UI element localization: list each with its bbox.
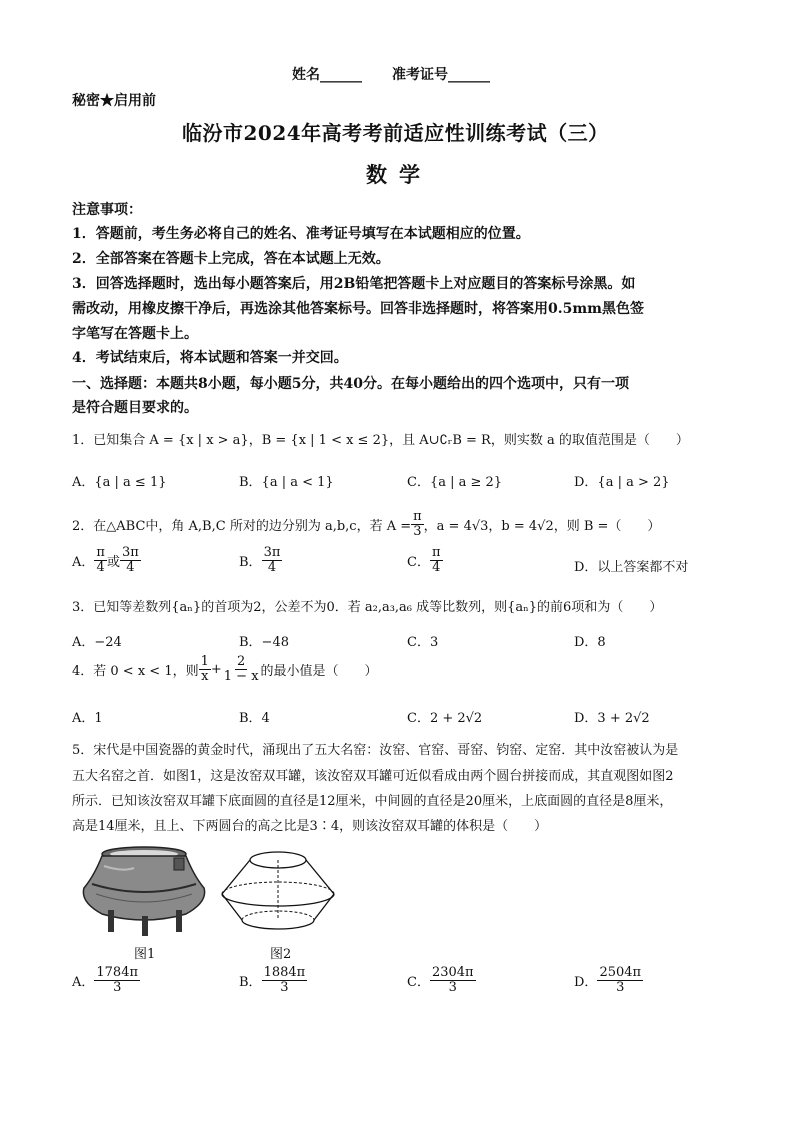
frac-den: 4 <box>126 559 135 575</box>
q2-opt-a-frac2 <box>120 546 141 574</box>
q2-option-a <box>72 546 141 574</box>
option-label: C． <box>407 554 430 570</box>
frac-den: 4 <box>432 559 441 575</box>
frac-num: 1784π <box>96 965 139 980</box>
option-label: C． <box>407 974 430 990</box>
q2-option-d: D．以上答案都不对 <box>574 560 689 575</box>
q4-stem-part-a: 4．若 0 < x < 1，则 <box>72 663 199 679</box>
note-item: 2．全部答案在答题卡上完成，答在本试题上无效。 <box>72 251 390 267</box>
q4-stem-part-b: 的最小值是（ ） <box>260 663 378 679</box>
frac-num: 1884π <box>263 965 306 980</box>
note-item: 字笔写在答题卡上。 <box>72 326 198 342</box>
section-heading: 一、选择题：本题共8小题，每小题5分，共40分。在每小题给出的四个选项中，只有一项 <box>72 376 629 392</box>
q2-option-c <box>407 546 443 574</box>
q2-frac-num: π <box>413 509 422 524</box>
note-item: 3．回答选择题时，选出每小题答案后，用2B铅笔把答题卡上对应题目的答案标号涂黑。如 <box>72 276 636 292</box>
q3-option-c: C．3 <box>407 635 439 650</box>
q5-opt-b-frac <box>262 966 308 994</box>
option-label: D． <box>574 974 598 990</box>
figure-1-caption: 图1 <box>134 947 156 962</box>
option-label: A． <box>72 974 95 990</box>
frac-num: 2 <box>237 654 246 669</box>
question-4-stem <box>72 655 378 683</box>
q5-option-a <box>72 966 140 994</box>
question-5-stem-line: 高是14厘米，且上、下两圆台的高之比是3∶4，则该汝窑双耳罐的体积是（ ） <box>72 819 548 834</box>
q5-opt-d-frac <box>597 966 643 994</box>
q3-option-a: A．−24 <box>72 635 122 650</box>
question-5-stem-line: 5．宋代是中国瓷器的黄金时代，涌现出了五大名窑：汝窑、官窑、哥窑、钧窑、定窑．其中汝窑被认为是 <box>72 743 679 758</box>
frac-num: 3π <box>263 545 281 560</box>
section-heading-cont: 是符合题目要求的。 <box>72 400 198 416</box>
q3-option-d: D．8 <box>574 635 606 650</box>
question-5-stem-line: 所示．已知该汝窑双耳罐下底面圆的直径是12厘米，中间圆的直径是20厘米，上底面圆的直径是8厘米， <box>72 794 673 809</box>
q4-fraction-1 <box>199 655 211 683</box>
frac-den: 3 <box>113 979 122 995</box>
note-item: 4．考试结束后，将本试题和答案一并交回。 <box>72 350 348 366</box>
frac-den: 1 − x <box>223 668 259 684</box>
exam-title: 临汾市2024年高考考前适应性训练考试（三） <box>182 121 609 145</box>
question-2-stem <box>72 510 660 538</box>
q4-fraction-2 <box>222 655 261 683</box>
frac-den: 3 <box>280 979 289 995</box>
note-item: 1．答题前，考生务必将自己的姓名、准考证号填写在本试题相应的位置。 <box>72 226 530 242</box>
frac-num: 3π <box>121 545 139 560</box>
q4-option-b: B．4 <box>239 711 270 726</box>
option-label: A． <box>72 554 95 570</box>
frac-num: π <box>431 545 441 560</box>
q2-stem-part-b: ，a = 4√3，b = 4√2，则 B =（ ） <box>423 518 661 534</box>
exam-number-field: 准考证号______ <box>392 67 490 83</box>
q2-stem-part-a: 2．在△ABC中，角 A,B,C 所对的边分别为 a,b,c，若 A = <box>72 518 412 534</box>
q5-opt-c-frac <box>430 966 476 994</box>
q2-option-b <box>239 546 282 574</box>
q1-option-d: D．{a | a > 2} <box>574 475 670 490</box>
frustum-diagram-figure-2 <box>218 848 338 934</box>
frac-den: 3 <box>448 979 457 995</box>
frac-den: 3 <box>616 979 625 995</box>
q4-option-d: D．3 + 2√2 <box>574 711 650 726</box>
frac-num: 2304π <box>431 965 474 980</box>
note-item: 需改动，用橡皮擦干净后，再选涂其他答案标号。回答非选择题时，将答案用0.5mm黑色签 <box>72 301 644 317</box>
subject-title: 数学 <box>366 162 432 187</box>
secret-mark: 秘密★启用前 <box>72 93 156 109</box>
q5-option-c <box>407 966 476 994</box>
frac-num: π <box>96 545 105 560</box>
q2-fraction <box>411 510 424 538</box>
q4-option-c: C．2 + 2√2 <box>407 711 483 726</box>
q2-opt-b-frac <box>262 546 283 574</box>
q5-option-b <box>239 966 307 994</box>
figure-2-caption: 图2 <box>270 947 292 962</box>
q1-option-c: C．{a | a ≥ 2} <box>407 475 503 490</box>
q2-opt-a-frac1 <box>94 546 107 574</box>
q2-frac-den: 3 <box>413 523 422 539</box>
q5-option-d <box>574 966 643 994</box>
option-label: B． <box>239 554 262 570</box>
frac-den: 4 <box>96 559 105 575</box>
question-1-stem: 1．已知集合 A = {x | x > a}，B = {x | 1 < x ≤ 2}，且 A∪∁ᵣB = R，则实数 a 的取值范围是（ ） <box>72 433 689 448</box>
frac-den: 4 <box>267 559 277 575</box>
question-3-stem: 3．已知等差数列{aₙ}的首项为2，公差不为0．若 a₂,a₃,a₆ 成等比数列，则{aₙ}的前6项和为（ ） <box>72 600 663 615</box>
option-label: B． <box>239 974 262 990</box>
frac-num: 2504π <box>599 965 642 980</box>
frac-num: 1 <box>200 654 209 669</box>
q4-option-a: A．1 <box>72 711 103 726</box>
q5-opt-a-frac <box>94 966 140 994</box>
or-text: 或 <box>106 554 120 570</box>
q1-option-a: A．{a | a ≤ 1} <box>72 475 167 490</box>
question-5-stem-line: 五大名窑之首．如图1，这是汝窑双耳罐，该汝窑双耳罐可近似看成由两个圆台拼接而成，其直观图如图2 <box>72 769 674 784</box>
q3-option-b: B．−48 <box>239 635 289 650</box>
plus-sign: + <box>210 661 222 677</box>
q1-option-b: B．{a | a < 1} <box>239 475 334 490</box>
name-field: 姓名______ <box>292 67 362 83</box>
frac-den: x <box>201 668 209 684</box>
q2-opt-c-frac <box>430 546 443 574</box>
notes-heading: 注意事项： <box>72 202 142 218</box>
jar-photo-figure-1 <box>74 840 214 938</box>
